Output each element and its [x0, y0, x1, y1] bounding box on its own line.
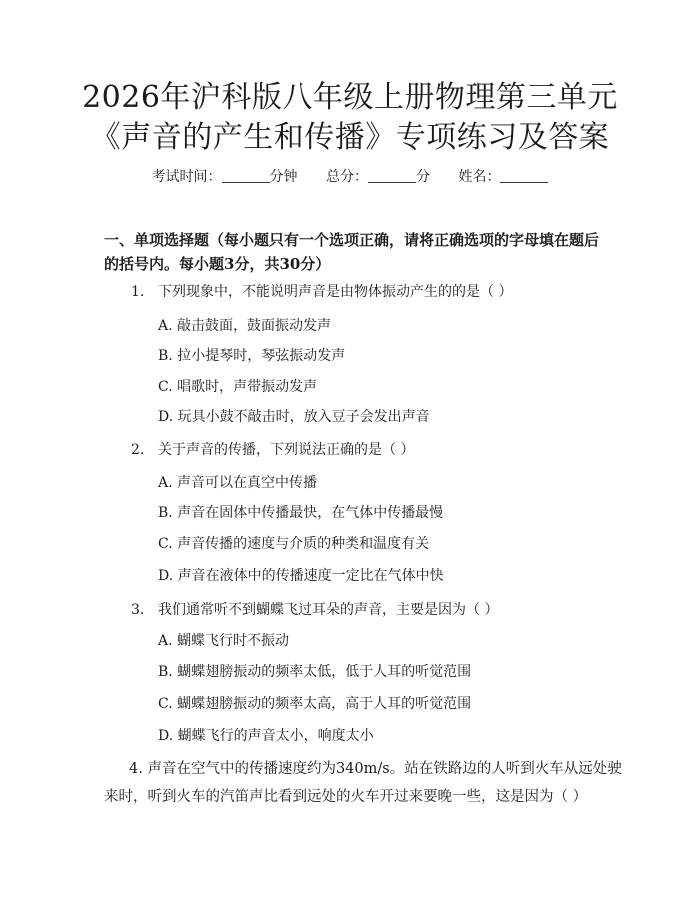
- question-number: 2.: [131, 442, 145, 458]
- question-number: 3.: [131, 602, 145, 618]
- exam-name: [458, 169, 548, 185]
- question-4: [104, 755, 624, 811]
- option-2a: A. 声音可以在真空中传播: [158, 475, 318, 491]
- exam-score-label: 总分：: [326, 169, 368, 185]
- option-2d: D. 声音在液体中的传播速度一定比在气体中快: [158, 568, 444, 584]
- exam-meta-line: [0, 166, 700, 186]
- question-number: 4.: [129, 761, 143, 777]
- exam-time: [152, 169, 298, 185]
- option-2c: C. 声音传播的速度与介质的种类和温度有关: [158, 536, 430, 552]
- option-2b: B. 声音在固体中传播最快，在气体中传播最慢: [158, 505, 444, 521]
- exam-time-blank: [222, 168, 270, 183]
- question-number: 1.: [131, 284, 145, 300]
- exam-time-unit: 分钟: [269, 169, 298, 185]
- option-1b: B. 拉小提琴时，琴弦振动发声: [158, 348, 346, 364]
- option-1d: D. 玩具小鼓不敲击时，放入豆子会发出声音: [158, 409, 430, 425]
- option-1a: A. 敲击鼓面，鼓面振动发声: [158, 318, 332, 334]
- question-text: 我们通常听不到蝴蝶飞过耳朵的声音，主要是因为（ ）: [158, 602, 499, 618]
- exam-time-label: 考试时间：: [151, 169, 222, 185]
- exam-name-blank: [500, 168, 548, 183]
- option-3b: B. 蝴蝶翅膀振动的频率太低，低于人耳的听觉范围: [158, 664, 472, 680]
- question-text: 下列现象中，不能说明声音是由物体振动产生的的是（ ）: [158, 284, 513, 300]
- option-3d: D. 蝴蝶飞行的声音太小，响度太小: [158, 728, 374, 744]
- question-text: 关于声音的传播，下列说法正确的是（ ）: [158, 442, 415, 458]
- option-3a: A. 蝴蝶飞行时不振动: [158, 633, 290, 649]
- section-heading: 一、单项选择题（每小题只有一个选项正确，请将正确选项的字母填在题后的括号内。每小题3分，共30分）: [104, 231, 600, 273]
- option-3c: C. 蝴蝶翅膀振动的频率太高，高于人耳的听觉范围: [158, 696, 472, 712]
- document-title: 2026年沪科版八年级上册物理第三单元《声音的产生和传播》专项练习及答案: [82, 80, 618, 155]
- exam-score: [326, 169, 430, 185]
- exam-score-unit: 分: [416, 169, 430, 185]
- exam-name-label: 姓名：: [458, 169, 501, 185]
- question-text: 声音在空气中的传播速度约为340m/s。站在铁路边的人听到火车从远处驶来时，听到火车的汽笛声比看到远处的火车开过来要晚一些，这是因为（ ）: [104, 761, 622, 805]
- exam-score-blank: [368, 168, 416, 183]
- option-1c: C. 唱歌时，声带振动发声: [158, 379, 318, 395]
